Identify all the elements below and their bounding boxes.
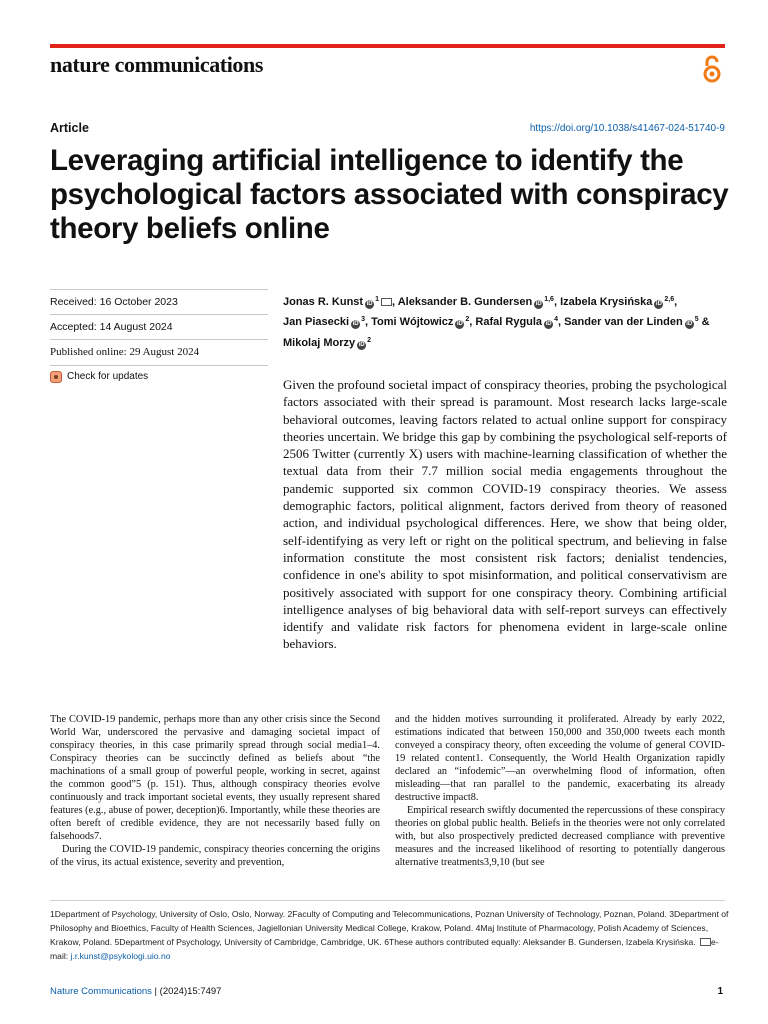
affiliations bbox=[50, 907, 730, 963]
abstract: Given the profound societal impact of conspiracy theories, probing the psychological factors associated with their spread is paramount. Most research lacks large-scale behavioral outcomes, leaving factors related to actual online support for conspiracy theories uncertain. We bridge this gap by combining the psychological self-reports of 2506 Twitter (currently X) users with machine-learning classification of whether the textual data from their 7.7 million social media engagements throughout the pandemic supported six common COVID-19 conspiracy theories. We assess demographic factors, political alignment, factors derived from theory of reasoned action, and individual psychological differences. Here, we show that being older, self-identifying as very left or right on the political spectrum, and believing in false information constitute the most consistent risk factors; denialist tendencies, confidence in one's ability to spot misinformation, and political conservativism are positively associated with support for one conspiracy theory. Combining artificial intelligence analyses of big behavioral data with self-report surveys can effectively identify and validate risk factors for phenomena evident in large-scale online behaviors. bbox=[283, 377, 727, 652]
email-link[interactable]: j.r.kunst@psykologi.uio.no bbox=[70, 951, 171, 961]
footer-volume: | (2024)15:7497 bbox=[151, 986, 222, 997]
page-number: 1 bbox=[717, 986, 723, 997]
header-rule bbox=[50, 44, 725, 48]
orcid-icon[interactable]: iD bbox=[352, 321, 359, 328]
author-name[interactable]: Sander van der Linden bbox=[564, 316, 683, 329]
body-column-right bbox=[395, 713, 725, 869]
check-updates-label: Check for updates bbox=[67, 371, 149, 382]
author-name[interactable]: Aleksander B. Gundersen bbox=[397, 296, 533, 308]
body-paragraph: Empirical research swiftly documented the repercussions of these conspiracy theories on global public health. Beliefs in the theories were not only correlated with, but also prospectively predicted decreased compliance with preventive measures and the increased likelihood of resorting to potentially dangerous alternative treatments3,9,10 (but see bbox=[395, 805, 725, 868]
author-affiliation: 5 bbox=[694, 316, 699, 324]
author-affiliation: 2 bbox=[465, 316, 470, 324]
author-affiliation: 1,6 bbox=[544, 296, 554, 303]
author-name[interactable]: Izabela Krysińska bbox=[560, 296, 653, 308]
mail-icon bbox=[700, 938, 711, 946]
open-access-icon[interactable] bbox=[700, 54, 724, 84]
author-affiliation: 1 bbox=[375, 296, 379, 303]
orcid-icon[interactable]: iD bbox=[535, 301, 542, 307]
received-date: Received: 16 October 2023 bbox=[50, 289, 268, 315]
dates-panel bbox=[50, 289, 268, 383]
published-date: Published online: 29 August 2024 bbox=[50, 340, 268, 366]
orcid-icon[interactable]: iD bbox=[366, 301, 373, 307]
footer-citation bbox=[50, 986, 221, 997]
journal-name[interactable]: nature communications bbox=[50, 52, 264, 77]
body-paragraph: and the hidden motives surrounding it proliferated. Already by early 2022, estimations indicated that between 150,000 and 350,000 tweets each month conveyed a conspiracy theory, often exceeding the volume of general COVID-19 related content1. Consequently, the World Health Organization rapidly declared an “infodemic”—an overwhelming flood of information, often misleading—that ran parallel to the pandemic, exacerbating its already destructive impact8. bbox=[395, 714, 725, 803]
body-paragraph: The COVID-19 pandemic, perhaps more than any other crisis since the Second World War, underscored the pervasive and damaging societal impact of conspiracy theories, in this case primarily spread through social media1–4. Conspiracy theories can be succinctly defined as beliefs about “the machinations of a small group of powerful people, working in secret, against the common good”5 (p. 151). Thus, although conspiracy theories evolve continuously and track important societal events, they usually represent shared features (e.g., abuse of power, deception)6. Importantly, while these theories are often bereft of credible evidence, they are not necessarily based fully on falsehoods7. bbox=[50, 714, 381, 842]
author-affiliation: 4 bbox=[554, 316, 558, 324]
orcid-icon[interactable]: iD bbox=[686, 321, 693, 328]
author-affiliation: 2 bbox=[367, 336, 372, 344]
footnote-rule bbox=[50, 900, 725, 901]
orcid-icon[interactable]: iD bbox=[655, 301, 662, 307]
author-name[interactable]: Tomi Wójtowicz bbox=[371, 316, 454, 329]
crossmark-icon bbox=[50, 371, 62, 383]
mail-icon[interactable] bbox=[381, 298, 392, 306]
author-affiliation: 2,6 bbox=[664, 296, 675, 303]
body-paragraph: During the COVID-19 pandemic, conspiracy theories concerning the origins of the virus, its actual existence, severity and prevention, bbox=[50, 844, 380, 868]
article-type: Article bbox=[50, 121, 89, 135]
paper-title: Leveraging artificial intelligence to identify the psychological factors associated with conspiracy theory beliefs online bbox=[50, 144, 729, 245]
author-affiliation: 3 bbox=[361, 316, 365, 324]
author-list: Jonas R. Kunst $iD^1$ , Aleksander B. Gundersen iD$^{1,6}$, Izabela Krysińska iD$^{2,6}$, Jan Piasecki $iD^3$, Tomi Wójtowicz $iD^2$, Rafal Rygula $iD^4$, Sander van der Linden $iD^5$ & Mikolaj Morzy $iD^2$ bbox=[283, 296, 710, 349]
orcid-icon[interactable]: iD bbox=[358, 341, 365, 348]
check-updates-button[interactable] bbox=[50, 366, 268, 383]
author-name[interactable]: Jan Piasecki bbox=[283, 316, 350, 329]
body-column-left bbox=[50, 713, 380, 869]
affiliations-text: 1Department of Psychology, University of Oslo, Oslo, Norway. 2Faculty of Computing and Telecommunications, Poznan University of Technology, Poznan, Poland. 3Department of Philosophy and Bioethics, Faculty of Health Sciences, Jagiellonian University Medical College, Krakow, Poland. 4Maj Institute of Pharmacology, Polish Academy of Sciences, Krakow, Poland. 5Department of Psychology, University of Cambridge, Cambridge, UK. 6These authors contributed equally: Aleksander B. Gundersen, Izabela Krysińska. bbox=[50, 909, 729, 947]
footer-journal-link[interactable]: Nature Communications bbox=[50, 986, 152, 997]
orcid-icon[interactable]: iD bbox=[545, 321, 552, 328]
author-name[interactable]: Jonas R. Kunst bbox=[283, 296, 364, 308]
orcid-icon[interactable]: iD bbox=[456, 321, 463, 328]
doi-link[interactable]: https://doi.org/10.1038/s41467-024-51740-9 bbox=[529, 123, 725, 134]
accepted-date: Accepted: 14 August 2024 bbox=[50, 315, 268, 341]
author-name[interactable]: Rafal Rygula bbox=[475, 316, 543, 329]
author-name[interactable]: Mikolaj Morzy bbox=[283, 336, 356, 349]
email-label: e-mail: bbox=[50, 937, 719, 961]
